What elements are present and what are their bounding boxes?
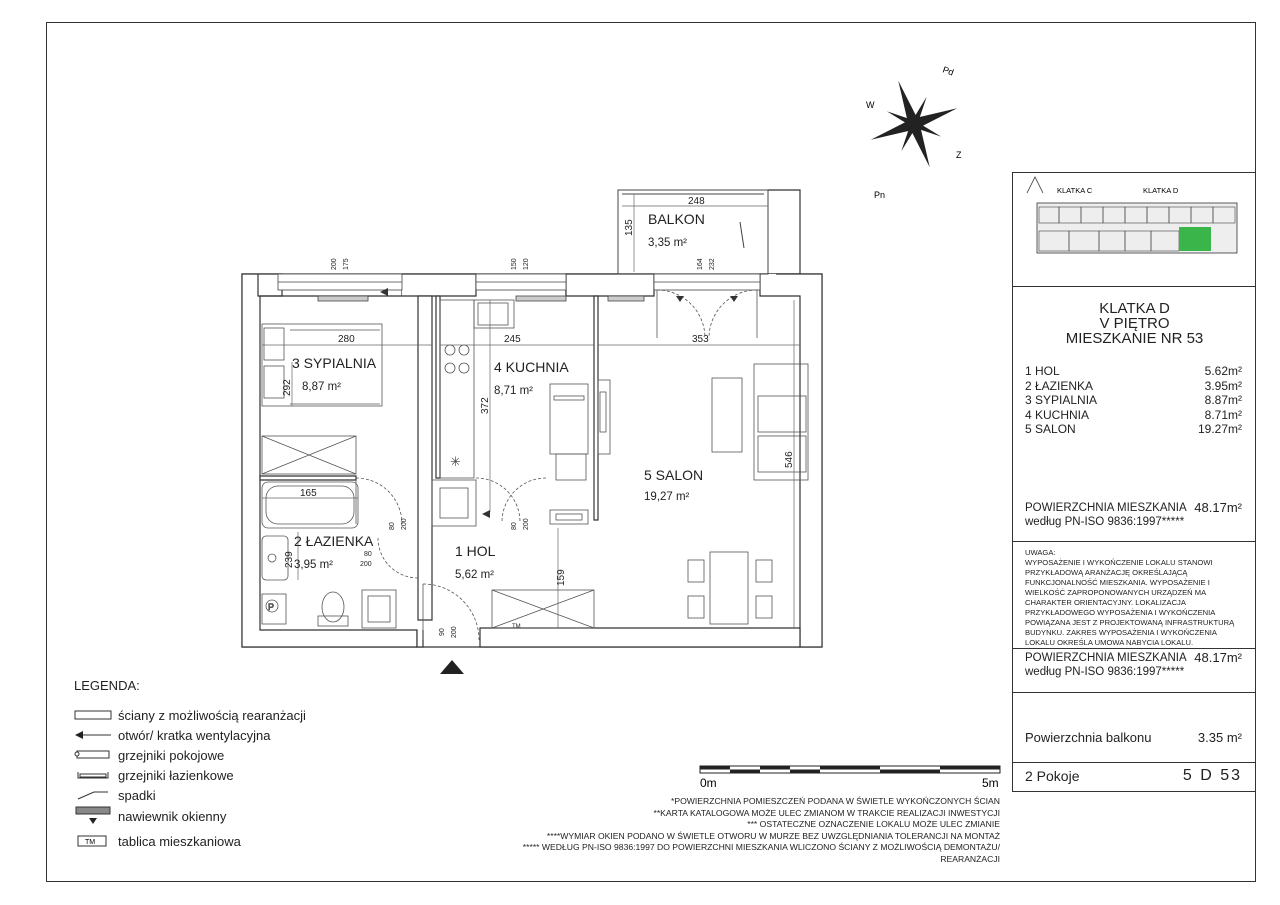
dim-balcony-h: 135	[624, 219, 635, 236]
footnote: REARANŻACJI	[940, 853, 1000, 864]
room-name: 2 ŁAZIENKA	[1025, 378, 1094, 393]
room-area: 5.62m²	[1204, 364, 1242, 378]
dim-balcony-w: 248	[688, 196, 705, 207]
tm-board-label: TM	[512, 624, 521, 630]
dim-door-entry-b: 200	[451, 626, 458, 638]
compass-w: W	[866, 100, 875, 110]
dim-window1-a: 200	[331, 258, 338, 270]
legend-item	[74, 705, 306, 725]
room-row	[1025, 379, 1242, 394]
compass-n: Pd	[941, 64, 956, 78]
dim-window2-a: 150	[511, 258, 518, 270]
vent-arrows	[380, 288, 738, 518]
total-area-block-2	[1025, 651, 1242, 679]
room-area: 3.95m²	[1204, 378, 1242, 393]
legend	[74, 678, 306, 851]
dim-door-bath-b: 200	[401, 518, 408, 530]
code-panel	[1012, 762, 1256, 792]
balcony-area-label: Powierzchnia balkonu	[1025, 730, 1152, 745]
compass-e: Z	[956, 150, 962, 160]
dim-bath-h: 239	[284, 551, 295, 568]
walls	[242, 190, 822, 647]
room-area-hall: 5,62 m²	[455, 569, 494, 581]
dim-bedroom-w: 280	[338, 334, 355, 345]
balcony-panel	[1012, 692, 1256, 762]
room-area: 19.27m²	[1197, 422, 1242, 436]
legend-item	[74, 831, 306, 851]
dim-door-bath-a: 80	[389, 522, 396, 530]
total-area-block	[1025, 501, 1242, 529]
doors	[356, 478, 546, 640]
dim-kitchen-h: 372	[480, 397, 491, 414]
entrance-marker	[440, 660, 464, 674]
room-row	[1025, 422, 1242, 437]
svg-text:TM: TM	[85, 839, 96, 846]
room-radiator-icon	[74, 750, 118, 760]
wall-rearrangeable-icon	[74, 710, 118, 720]
legend-title: LEGENDA:	[74, 678, 140, 693]
legend-label: spadki	[118, 787, 156, 803]
scale-start: 0m	[700, 776, 717, 790]
room-label-hall: 1 HOL	[455, 543, 496, 559]
dim-salon-w: 353	[692, 334, 709, 345]
balcony-area-row	[1025, 731, 1242, 745]
room-list	[1025, 364, 1242, 437]
room-label-kitchen: 4 KUCHNIA	[494, 359, 569, 375]
svg-text:P: P	[268, 602, 275, 612]
note-title: UWAGA:	[1025, 547, 1056, 557]
code-row	[1025, 769, 1242, 783]
room-area-salon: 19,27 m²	[644, 491, 690, 503]
balcony-area-value: 3.35 m²	[1197, 730, 1242, 745]
total-area-value-2: 48.17m²	[1194, 650, 1242, 665]
note-text: WYPOSAŻENIE I WYKOŃCZENIE LOKALU STANOWI PRZYKŁADOWĄ ARANŻACJĘ OKREŚLAJĄCĄ FUNKCJONALNOŚĆ MIESZKANIA. WYPOSAŻENIE I WIELKOŚĆ ZAPROPONOWANYCH URZĄDZEŃ MA CHARAKTER ORIENTACYJNY. LOKALIZACJA PRZYKŁADOWEGO WYPOSAŻENIA I WYKOŃCZENIA POWIĄZANA JEST Z PROJEKTOWANĄ INFRASTRUKTURĄ BUDYNKU. ZAKRES WYPOSAŻENIA I WYKOŃCZENIA LOKALU OKREŚLA UMOWA NABYCIA LOKALU.	[1025, 557, 1235, 647]
room-row	[1025, 393, 1242, 408]
legend-label: ściany z możliwością rearanżacji	[118, 707, 306, 723]
tm-board-icon	[74, 835, 118, 847]
dim-bedroom-h: 292	[282, 379, 293, 396]
room-name: 4 KUCHNIA	[1025, 407, 1090, 422]
legend-label: grzejniki łazienkowe	[118, 767, 234, 783]
total-area-norm: według PN-ISO 9836:1997*****	[1025, 515, 1185, 528]
room-area-bedroom: 8,87 m²	[302, 381, 341, 393]
room-row	[1025, 408, 1242, 423]
room-area: 8.71m²	[1204, 407, 1242, 422]
dim-kitchen-w: 245	[504, 334, 521, 345]
legend-label: grzejniki pokojowe	[118, 747, 225, 763]
dim-window3-b: 232	[709, 258, 716, 270]
summary-panel	[1012, 286, 1256, 648]
total-area-label: POWIERZCHNIA MIESZKANIA	[1025, 501, 1187, 514]
bathroom-fixtures	[262, 482, 396, 628]
footnotes	[470, 796, 1000, 865]
window-vent-icon	[74, 806, 118, 826]
dim-door-bed-b: 200	[360, 561, 372, 568]
room-name: 1 HOL	[1025, 364, 1060, 378]
plan-labels	[282, 196, 795, 638]
apartment-number: MIESZKANIE NR 53	[1065, 330, 1204, 347]
svg-text:✳: ✳	[450, 454, 461, 469]
room-label-bedroom: 3 SYPIALNIA	[292, 355, 377, 371]
keyplan	[1013, 173, 1257, 285]
compass-rose	[855, 64, 973, 200]
floor-label: V PIĘTRO	[1099, 315, 1170, 332]
vent-arrow-icon	[74, 730, 118, 740]
legend-item	[74, 725, 306, 745]
room-name: 5 SALON	[1025, 422, 1076, 436]
dim-window3-a: 164	[697, 258, 704, 270]
dim-hall-h: 159	[556, 569, 567, 586]
legend-label: otwór/ kratka wentylacyjna	[118, 727, 271, 743]
balcony-doors	[657, 290, 757, 338]
total-area-label-2: POWIERZCHNIA MIESZKANIA	[1025, 652, 1187, 664]
legend-label: tablica mieszkaniowa	[118, 833, 241, 849]
scale-bar	[690, 762, 1010, 792]
room-area-kitchen: 8,71 m²	[494, 385, 533, 397]
slope-icon	[74, 790, 118, 800]
legend-item	[74, 745, 306, 765]
keyplan-label-d: KLATKA D	[1143, 186, 1179, 195]
footnote: *POWIERZCHNIA POMIESZCZEŃ PODANA W ŚWIETLE WYKOŃCZONYCH ŚCIAN	[671, 796, 1000, 806]
rooms-count: 2 Pokoje	[1025, 768, 1080, 784]
dim-window1-b: 175	[343, 258, 350, 270]
room-area-bathroom: 3,95 m²	[294, 559, 333, 571]
keyplan-label-c: KLATKA C	[1057, 186, 1093, 195]
legend-item	[74, 785, 306, 805]
room-label-salon: 5 SALON	[644, 467, 704, 483]
room-label-bathroom: 2 ŁAZIENKA	[294, 533, 374, 549]
area-panel	[1012, 648, 1256, 692]
dim-door-bed-a: 80	[364, 551, 372, 558]
room-area: 8.87m²	[1204, 393, 1242, 407]
room-name: 3 SYPIALNIA	[1025, 393, 1098, 407]
dim-door-entry-a: 90	[439, 628, 446, 636]
legend-item	[74, 765, 306, 785]
footnote: *** OSTATECZNE OZNACZENIE LOKALU MOŻE ULEC ZMIANIE	[747, 819, 1000, 829]
footnote: ***** WEDŁUG PN-ISO 9836:1997 DO POWIERZCHNI MIESZKANIA WLICZONO ŚCIANY Z MOŻLIWOŚCIĄ DEMONTAŻU/	[522, 842, 1000, 852]
total-area-value: 48.17m²	[1194, 499, 1242, 515]
dim-salon-h: 546	[784, 451, 795, 468]
dim-window2-b: 120	[523, 258, 530, 270]
dim-door-kitchen-b: 200	[523, 518, 530, 530]
keyplan-highlight	[1179, 227, 1211, 251]
apartment-title	[1013, 301, 1256, 346]
room-row	[1025, 364, 1242, 379]
legend-item	[74, 805, 306, 827]
footnote: **KARTA KATALOGOWA MOŻE ULEC ZMIANOM W TRAKCIE REALIZACJI INWESTYCJI	[653, 807, 1000, 818]
notes-block	[1013, 541, 1256, 648]
footnote: ****WYMIAR OKIEN PODANO W ŚWIETLE OTWORU W MURZE BEZ UWZGLĘDNIANIA TOLERANCJI NA MONTAŻ	[546, 830, 1000, 841]
bath-radiator-icon	[74, 770, 118, 780]
stairwell-label: KLATKA D	[1099, 300, 1170, 317]
windows	[278, 274, 760, 301]
dim-bath-w: 165	[300, 488, 317, 499]
balcony-area: 3,35 m²	[648, 237, 687, 249]
total-area-norm-2: według PN-ISO 9836:1997*****	[1025, 666, 1185, 678]
balcony-name: BALKON	[648, 211, 705, 227]
scale-end: 5m	[982, 776, 999, 790]
legend-label: nawiewnik okienny	[118, 808, 227, 824]
keyplan-panel	[1012, 172, 1256, 287]
compass-s: Pn	[874, 190, 886, 200]
north-arrow-icon	[1027, 177, 1043, 193]
bed	[262, 324, 382, 474]
dim-door-kitchen-a: 80	[511, 522, 518, 530]
apartment-code: 5 D 53	[1182, 767, 1242, 784]
